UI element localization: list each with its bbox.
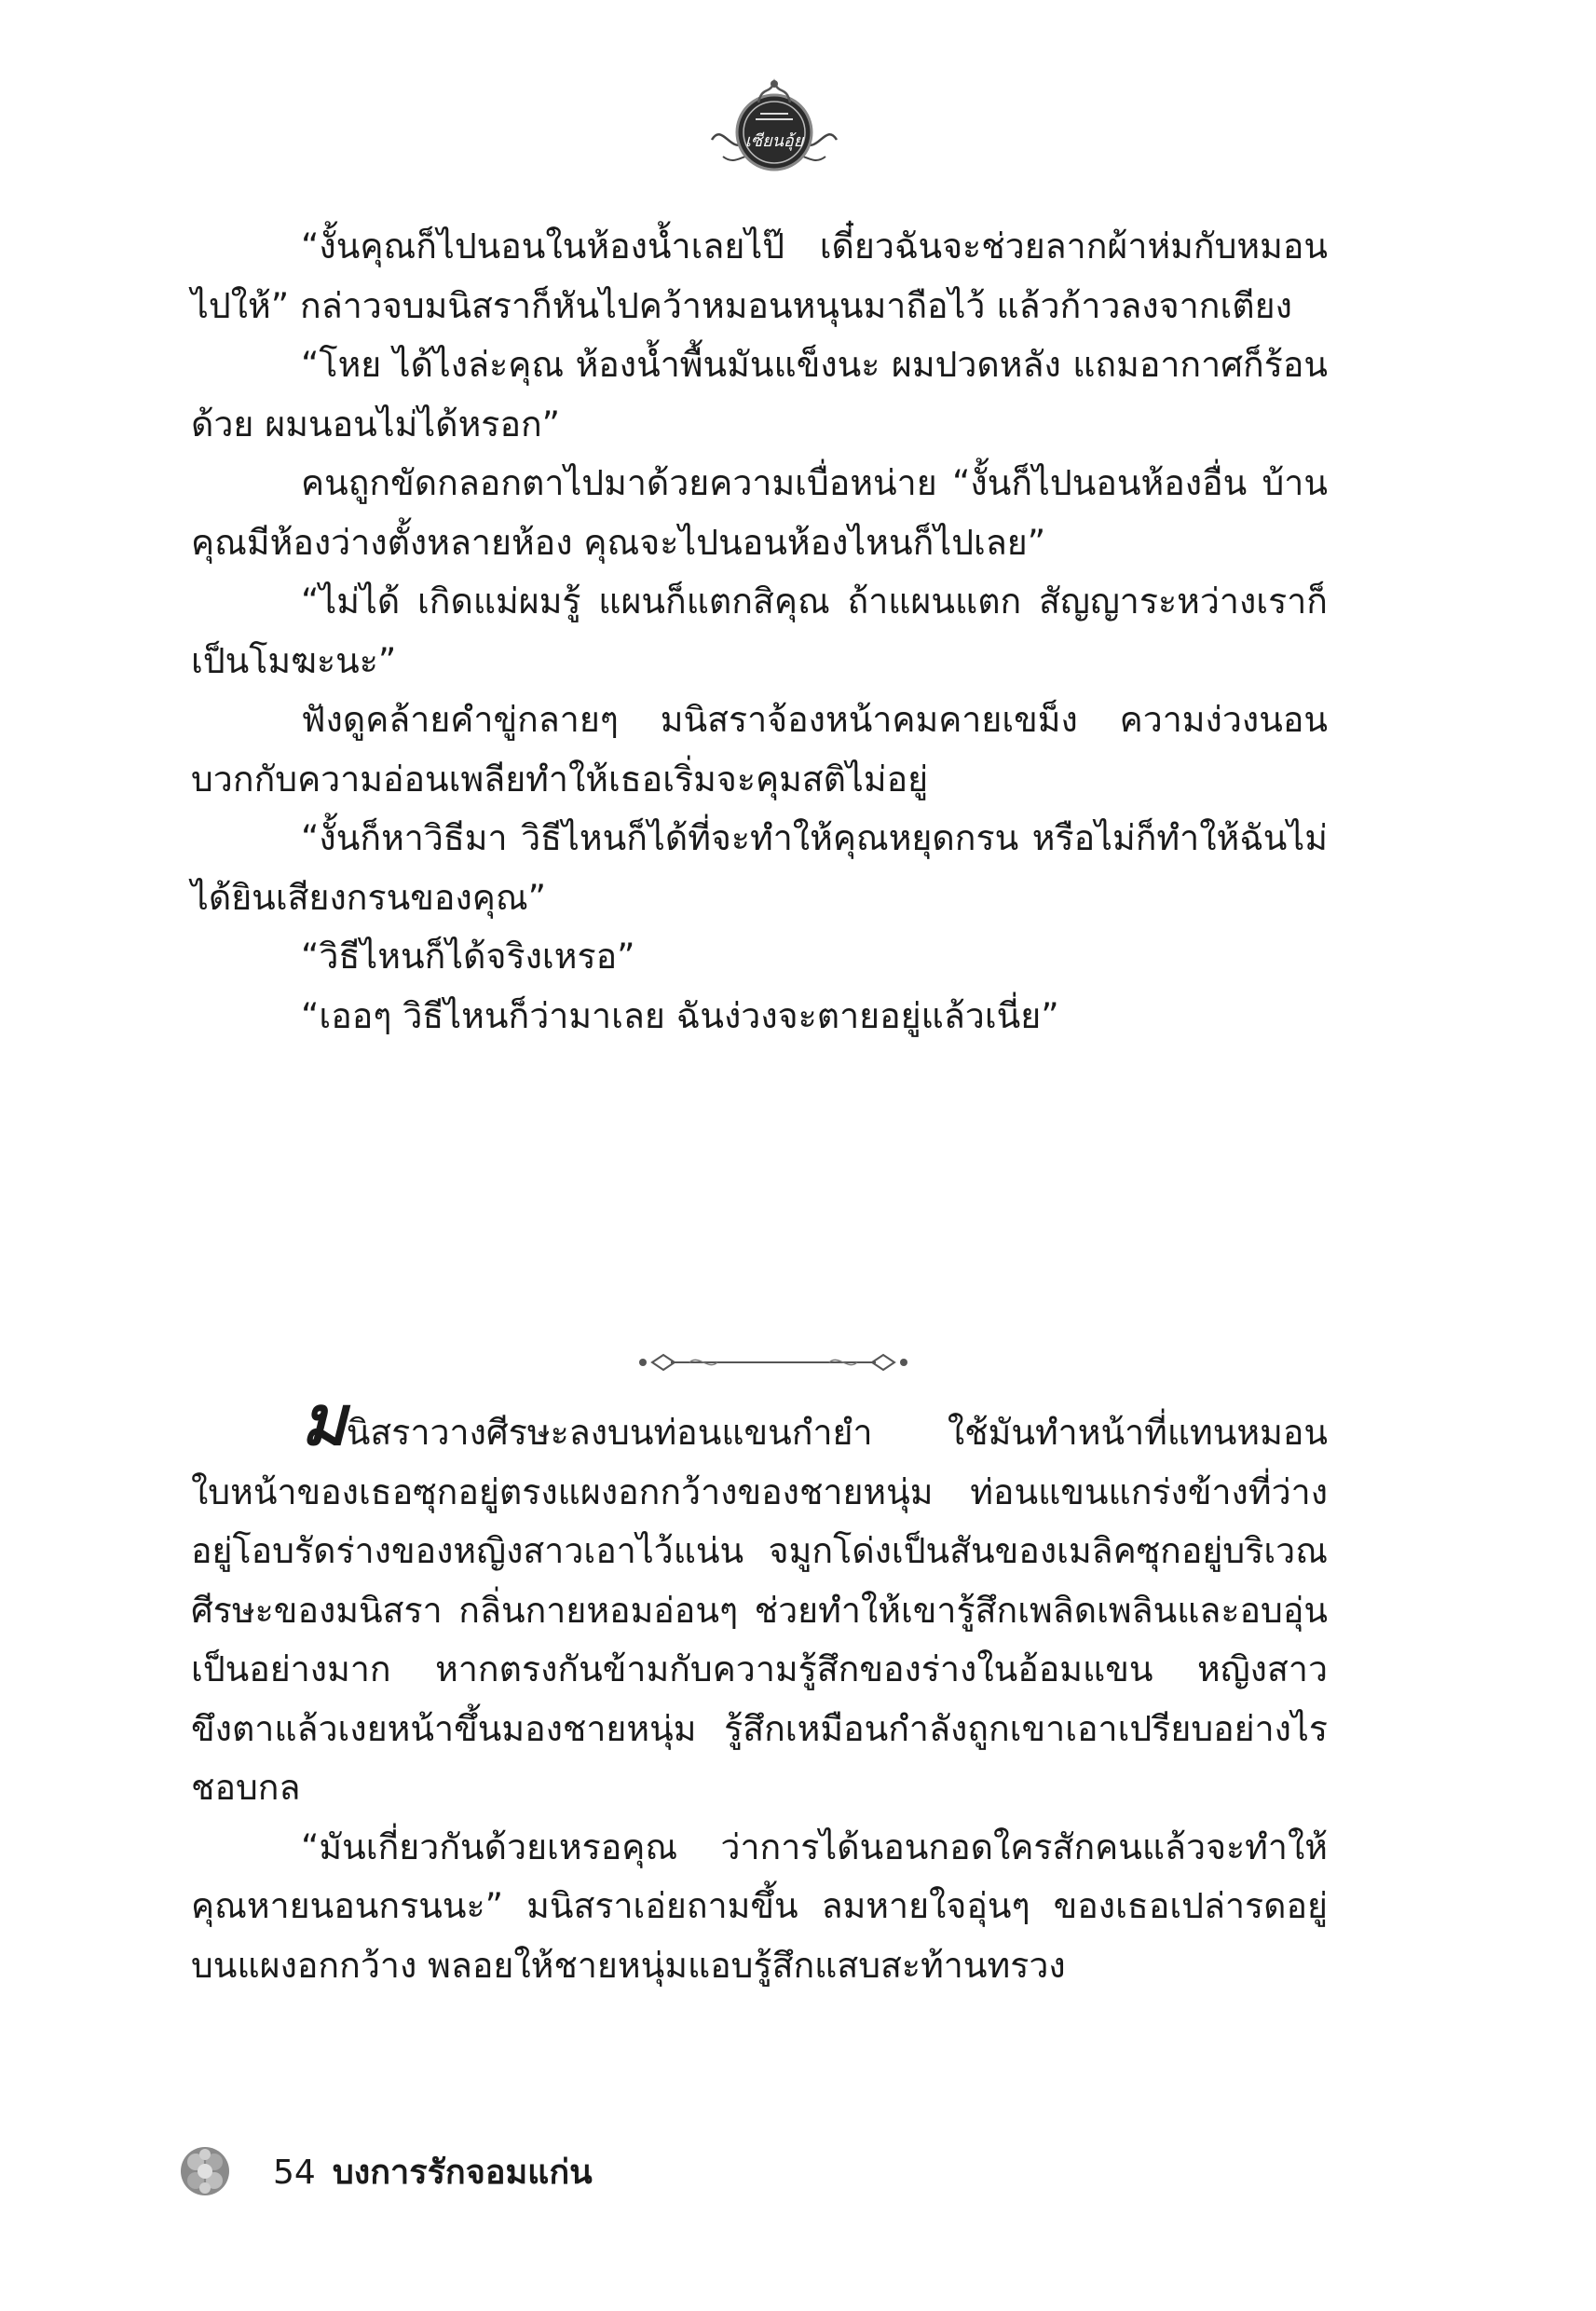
page-footer <box>175 2141 827 2207</box>
book-title: บงการรักจอมแก่น <box>332 2154 593 2192</box>
paragraph: “วิธีไหนก็ได้จริงเหรอ” <box>301 936 635 977</box>
flower-ornament-icon <box>175 2141 235 2201</box>
scene-break-ornament-icon <box>634 1347 913 1378</box>
body-text-lower <box>191 1381 1328 1995</box>
body-text-upper <box>191 217 1328 1046</box>
paragraph: “เออๆ วิธีไหนก็ว่ามาเลย ฉันง่วงจะตายอยู่แล้วเนี่ย” <box>301 994 1059 1036</box>
header-emblem-icon <box>704 75 844 177</box>
paragraph-with-drop-cap <box>191 1381 1328 1818</box>
paragraph: “โหย ได้ไงล่ะคุณ ห้องน้ำพื้นมันแข็งนะ ผมปวดหลัง แถมอากาศก็ร้อนด้วย ผมนอนไม่ได้หรอก” <box>191 344 1328 444</box>
paragraph-text: นิสราวางศีรษะลงบนท่อนแขนกำยำ ใช้มันทำหน้าที่แทนหมอน ใบหน้าของเธอซุกอยู่ตรงแผงอกกว้างของชายหนุ่ม ท่อนแขนแกร่งข้างที่ว่างอยู่โอบรัดร่างของหญิงสาวเอาไว้แน่น จมูกโด่งเป็นสันของเมลิคซุกอยู่บริเวณศีรษะของมนิสรา กลิ่นกายหอมอ่อนๆ ช่วยทำให้เขารู้สึกเพลิดเพลินและอบอุ่นเป็นอย่างมาก หากตรงกันข้ามกับความรู้สึกของร่างในอ้อมแขน หญิงสาวขึงตาแล้วเงยหน้าขึ้นมองชายหนุ่ม รู้สึกเหมือนกำลังถูกเขาเอาเปรียบอย่างไรชอบกล <box>191 1412 1328 1808</box>
emblem-text: เซียนอุ้ย <box>744 131 804 151</box>
footer-text <box>273 2153 593 2194</box>
paragraph: “มันเกี่ยวกันด้วยเหรอคุณ ว่าการได้นอนกอดใครสักคนแล้วจะทำให้คุณหายนอนกรนนะ” มนิสราเอ่ยถามขึ้น ลมหายใจอุ่นๆ ของเธอเปล่ารดอยู่บนแผงอกกว้าง พลอยให้ชายหนุ่มแอบรู้สึกแสบสะท้านทรวง <box>191 1826 1328 1986</box>
paragraph: คนถูกขัดกลอกตาไปมาด้วยความเบื่อหน่าย “งั้นก็ไปนอนห้องอื่น บ้านคุณมีห้องว่างตั้งหลายห้อง คุณจะไปนอนห้องไหนก็ไปเลย” <box>191 462 1328 563</box>
paragraph: “งั้นก็หาวิธีมา วิธีไหนก็ได้ที่จะทำให้คุณหยุดกรน หรือไม่ก็ทำให้ฉันไม่ได้ยินเสียงกรนของคุณ” <box>191 817 1328 918</box>
paragraph: “งั้นคุณก็ไปนอนในห้องน้ำเลยไป๊ เดี๋ยวฉันจะช่วยลากผ้าห่มกับหมอนไปให้” กล่าวจบมนิสราก็หันไปคว้าหมอนหนุนมาถือไว้ แล้วก้าวลงจากเตียง <box>191 226 1328 326</box>
paragraph: “ไม่ได้ เกิดแม่ผมรู้ แผนก็แตกสิคุณ ถ้าแผนแตก สัญญาระหว่างเราก็เป็นโมฆะนะ” <box>191 581 1328 681</box>
paragraph: ฟังดูคล้ายคำขู่กลายๆ มนิสราจ้องหน้าคมคายเขม็ง ความง่วงนอนบวกกับความอ่อนเพลียทำให้เธอเริ่มจะคุมสติไม่อยู่ <box>191 699 1328 800</box>
page-number: 54 <box>273 2154 316 2192</box>
drop-cap: ม <box>301 1381 347 1461</box>
